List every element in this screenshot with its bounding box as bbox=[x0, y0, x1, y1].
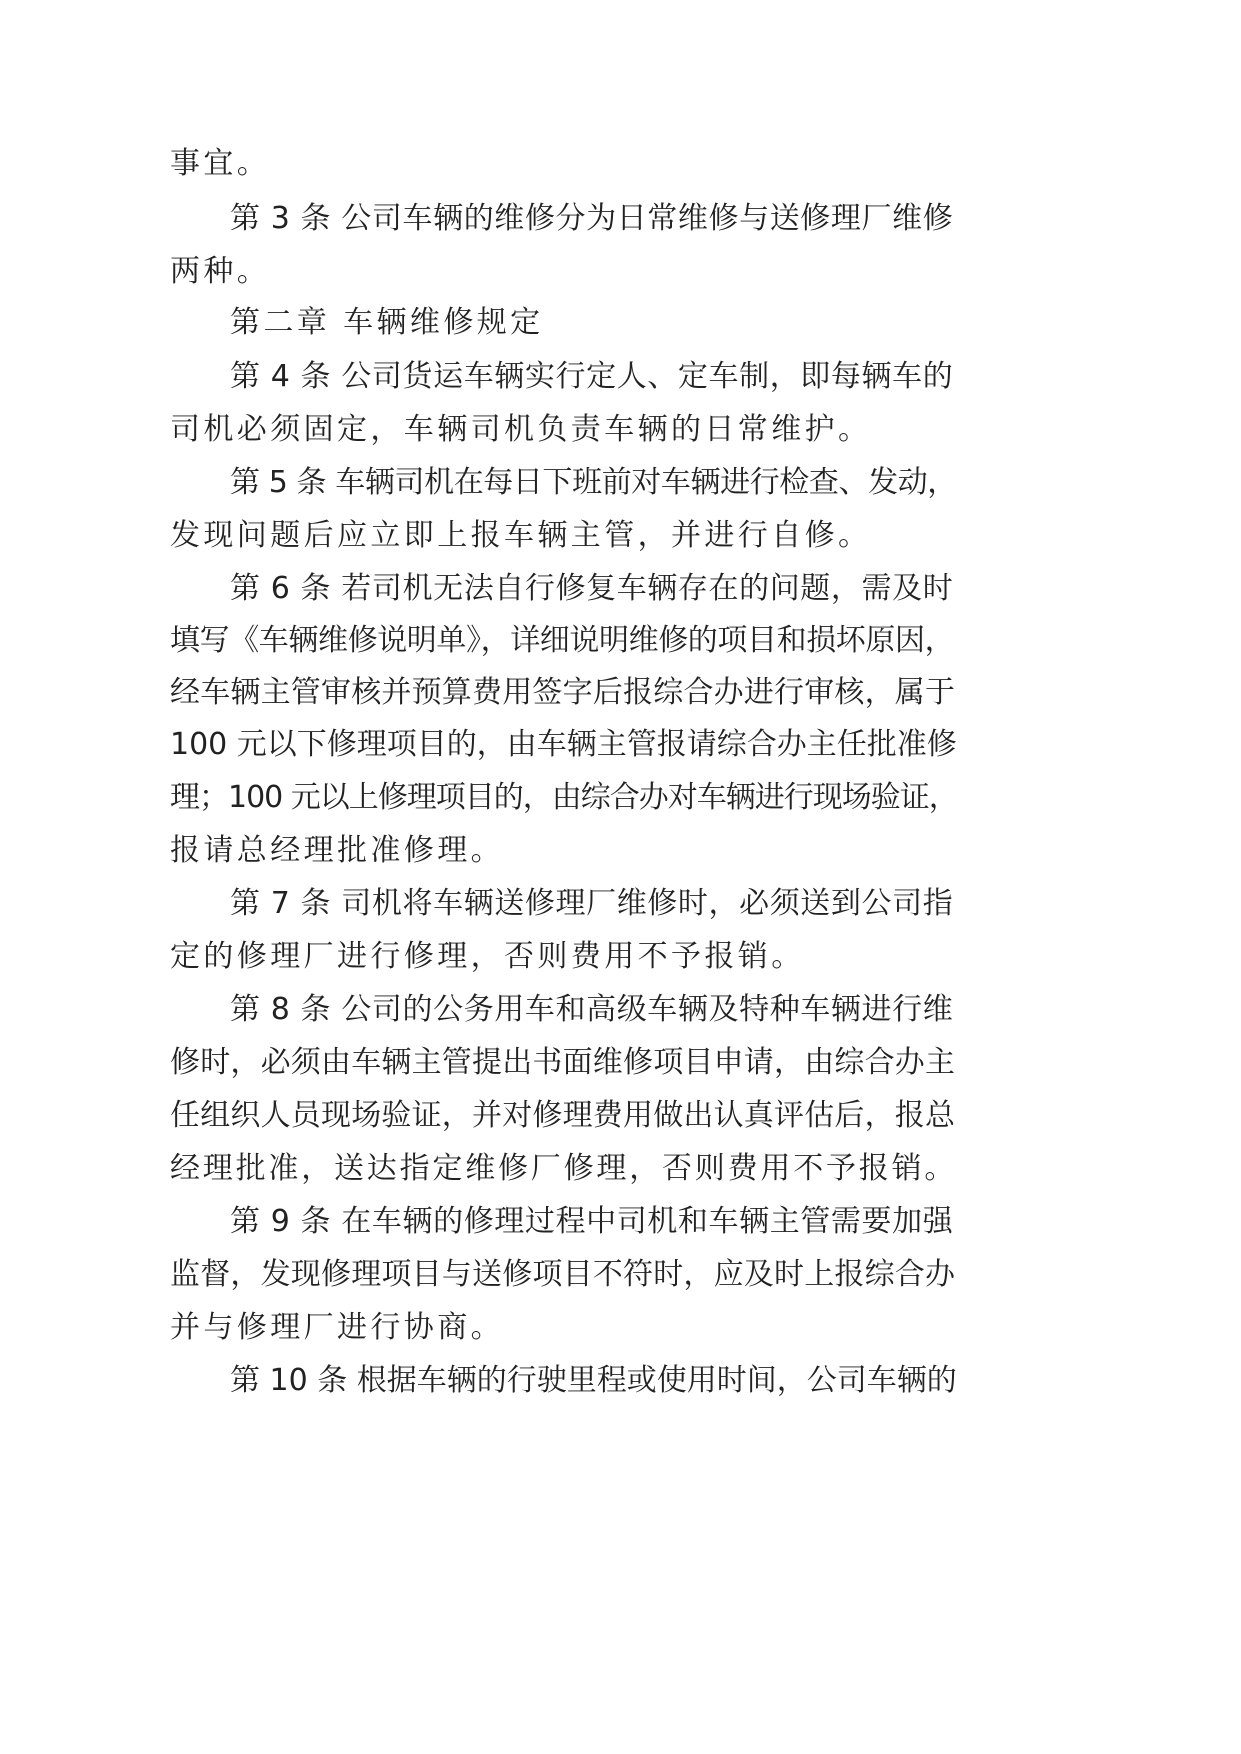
text-line-17: 第 8 条 公司的公务用车和高级车辆及特种车辆进行维 bbox=[230, 992, 954, 1027]
text-line-24: 第 10 条 根据车辆的行驶里程或使用时间，公司车辆的 bbox=[230, 1363, 957, 1398]
text-line-20: 经理批准，送达指定维修厂修理，否则费用不予报销。 bbox=[170, 1151, 958, 1186]
text-line-16: 定的修理厂进行修理，否则费用不予报销。 bbox=[170, 939, 805, 974]
text-line-3: 两种。 bbox=[170, 254, 271, 289]
text-line-12: 100 元以下修理项目的，由车辆主管报请综合办主任批准修 bbox=[170, 727, 957, 762]
text-line-6: 司机必须固定，车辆司机负责车辆的日常维护。 bbox=[170, 412, 872, 447]
text-line-11: 经车辆主管审核并预算费用签字后报综合办进行审核，属于 bbox=[170, 675, 956, 710]
text-line-21: 第 9 条 在车辆的修理过程中司机和车辆主管需要加强 bbox=[230, 1204, 954, 1239]
text-line-13: 理；100 元以上修理项目的，由综合办对车辆进行现场验证， bbox=[170, 780, 958, 815]
text-line-9: 第 6 条 若司机无法自行修复车辆存在的问题，需及时 bbox=[230, 571, 954, 606]
text-line-7: 第 5 条 车辆司机在每日下班前对车辆进行检查、发动， bbox=[230, 465, 957, 500]
text-line-22: 监督，发现修理项目与送修项目不符时，应及时上报综合办 bbox=[170, 1257, 956, 1292]
text-line-15: 第 7 条 司机将车辆送修理厂维修时，必须送到公司指 bbox=[230, 886, 954, 921]
text-line-8: 发现问题后应立即上报车辆主管，并进行自修。 bbox=[170, 518, 872, 553]
text-line-14: 报请总经理批准修理。 bbox=[170, 833, 504, 868]
text-line-10: 填写《车辆维修说明单》，详细说明维修的项目和损坏原因， bbox=[170, 623, 955, 658]
text-line-18: 修时，必须由车辆主管提出书面维修项目申请，由综合办主 bbox=[170, 1045, 956, 1080]
text-line-1: 事宜。 bbox=[170, 146, 271, 181]
text-line-2: 第 3 条 公司车辆的维修分为日常维修与送修理厂维修 bbox=[230, 201, 954, 236]
text-line-19: 任组织人员现场验证，并对修理费用做出认真评估后，报总 bbox=[170, 1098, 956, 1133]
text-line-5: 第 4 条 公司货运车辆实行定人、定车制，即每辆车的 bbox=[230, 359, 954, 394]
chapter-heading: 第二章 车辆维修规定 bbox=[230, 305, 544, 340]
text-line-23: 并与修理厂进行协商。 bbox=[170, 1310, 504, 1345]
